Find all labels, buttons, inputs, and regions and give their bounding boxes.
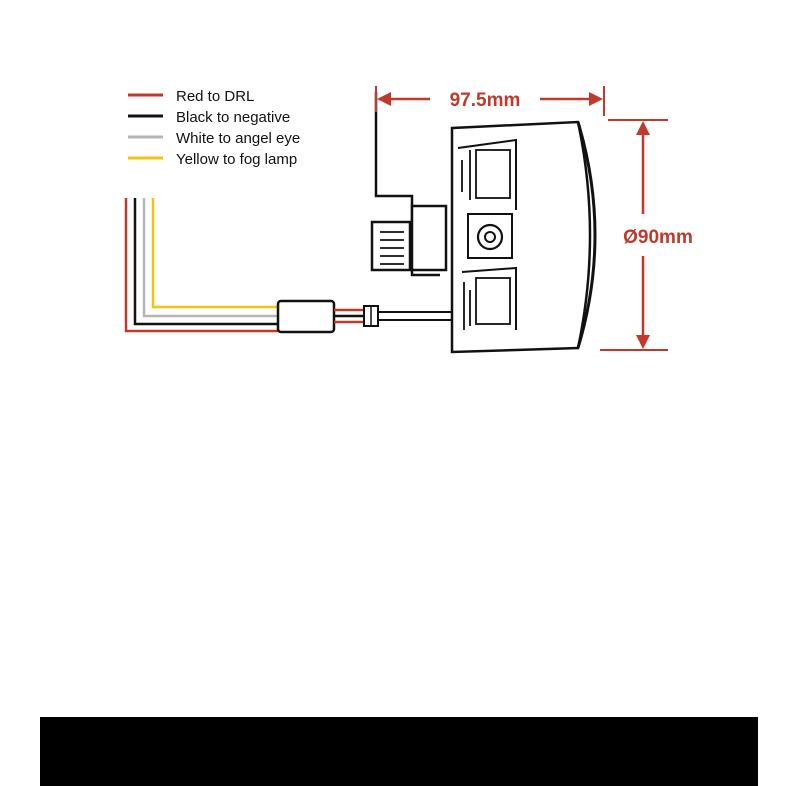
legend-item-black (128, 109, 290, 126)
black-wire (135, 198, 280, 324)
depth-dimension (376, 86, 604, 116)
legend-label-white: White to angel eye (176, 130, 301, 147)
legend-item-white (128, 130, 300, 147)
control-box (278, 301, 452, 332)
red-wire (126, 198, 280, 331)
depth-arrow-left-icon (377, 92, 391, 106)
bottom-black-bar (40, 717, 758, 786)
legend-label-red: Red to DRL (176, 88, 255, 105)
legend-item-yellow (128, 151, 297, 168)
wire-bundle (126, 198, 280, 331)
white-wire (144, 198, 280, 316)
diameter-arrow-up-icon (636, 121, 650, 135)
depth-label: 97.5mm (449, 90, 521, 111)
wire-color-legend (128, 88, 300, 168)
diameter-dimension (600, 120, 693, 350)
bracket-mount-block (412, 206, 446, 270)
legend-label-black: Black to negative (176, 109, 291, 126)
legend-label-yellow: Yellow to fog lamp (176, 151, 298, 168)
control-box-body (278, 301, 334, 332)
legend-item-red (128, 88, 254, 105)
yellow-wire (153, 198, 280, 307)
diameter-arrow-down-icon (636, 335, 650, 349)
depth-arrow-right-icon (589, 92, 603, 106)
aim-adjust-screw (478, 225, 502, 249)
diameter-label: Ø90mm (623, 227, 693, 248)
fog-lamp-housing (452, 122, 595, 352)
mounting-bracket (372, 92, 446, 275)
bracket-clamp (372, 222, 410, 270)
